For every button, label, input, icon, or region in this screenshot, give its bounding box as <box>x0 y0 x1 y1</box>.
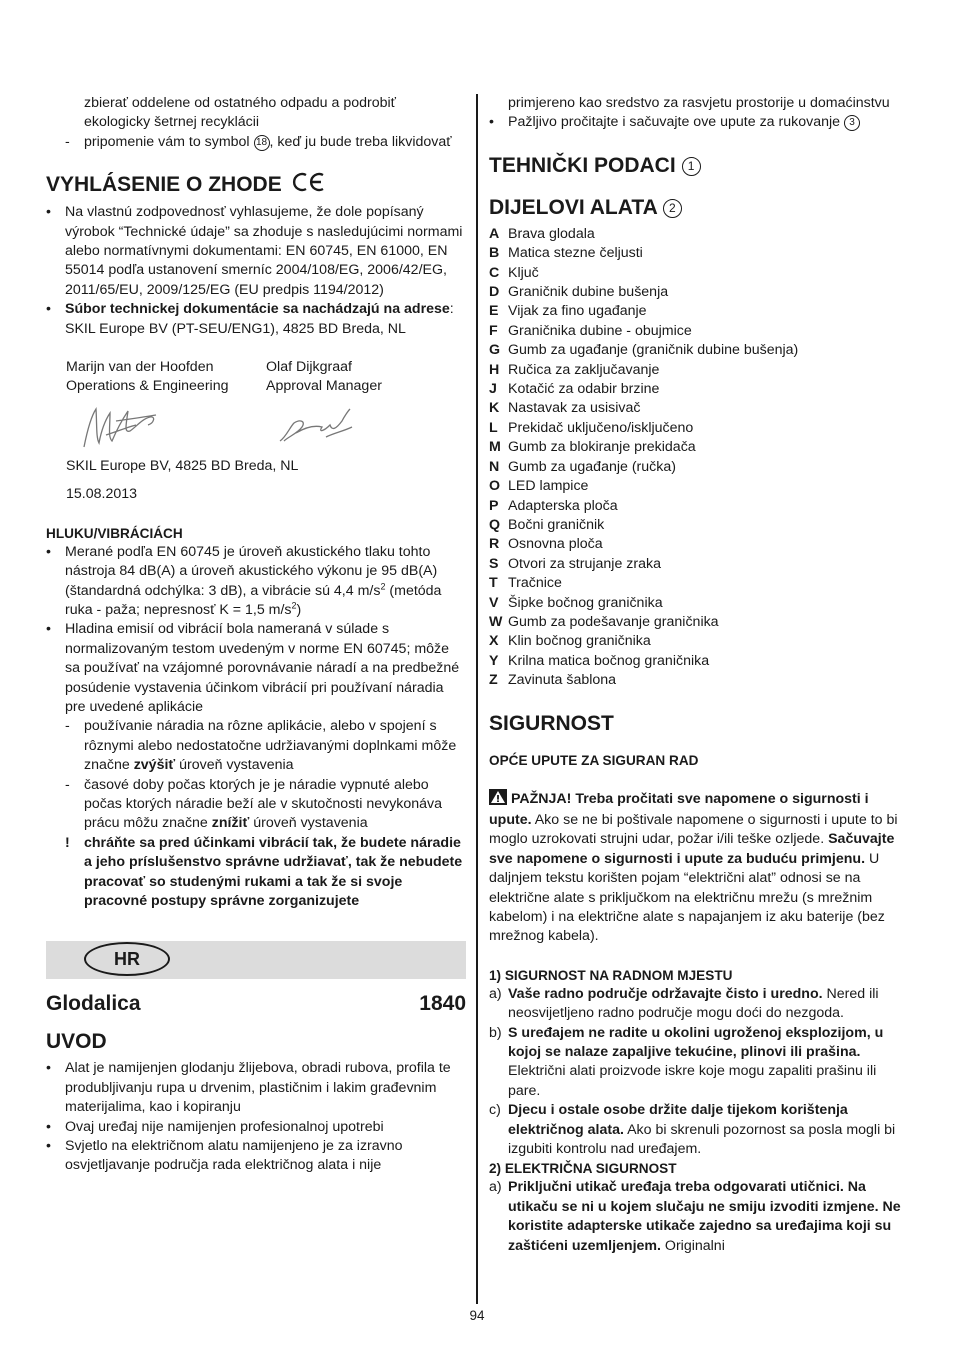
part-label: Bočni graničnik <box>508 516 605 533</box>
part-label: Krilna matica bočnog graničnika <box>508 652 710 669</box>
part-key: P <box>489 497 499 514</box>
part-key: J <box>489 381 497 398</box>
part-label: Otvori za strujanje zraka <box>508 555 661 572</box>
noise-dash-list <box>46 717 466 833</box>
parts-list-item <box>489 594 909 613</box>
part-key: O <box>489 478 501 495</box>
parts-heading: DIJELOVI ALATA 2 <box>489 195 909 221</box>
exclamation-marker: ! <box>65 834 70 851</box>
column-divider <box>476 94 478 1304</box>
parts-list-item <box>489 458 909 477</box>
general-safety-heading: OPĆE UPUTE ZA SIGURAN RAD <box>489 752 699 768</box>
part-key: Q <box>489 516 501 533</box>
language-band <box>46 941 466 979</box>
dash-marker: - <box>65 133 70 150</box>
parts-list-item <box>489 322 909 341</box>
right-column <box>489 94 909 1256</box>
part-label: Gumb za podešavanje graničnika <box>508 613 719 630</box>
part-key: D <box>489 284 500 301</box>
parts-list-item <box>489 613 909 632</box>
part-label: Matica stezne čeljusti <box>508 245 643 262</box>
parts-list-item <box>489 302 909 321</box>
ce-mark-icon <box>292 172 326 199</box>
symbol-18-icon: 18 <box>254 135 270 151</box>
uvod-list <box>46 1059 466 1175</box>
part-label: Graničnik dubine bušenja <box>508 284 669 301</box>
part-key: X <box>489 633 499 650</box>
parts-list-item <box>489 361 909 380</box>
parts-list-item <box>489 225 909 244</box>
parts-list-item <box>489 399 909 418</box>
list-item: • Svjetlo na električnom alatu namijenjeno je za izravno osvjetljavanje područja rada električnog alata i nije <box>46 1137 466 1176</box>
parts-list-item <box>489 516 909 535</box>
part-key: M <box>489 439 501 456</box>
uvod-heading: UVOD <box>46 1030 107 1054</box>
conformity-list <box>46 203 466 339</box>
noise-list <box>46 543 466 718</box>
part-key: B <box>489 245 500 262</box>
symbol-2-icon: 2 <box>663 199 682 218</box>
part-label: LED lampice <box>508 478 589 495</box>
warning-triangle-icon <box>489 789 507 811</box>
parts-list-item <box>489 244 909 263</box>
part-key: V <box>489 594 499 611</box>
part-key: F <box>489 322 498 339</box>
part-key: A <box>489 225 500 242</box>
part-label: Osnovna ploča <box>508 536 603 553</box>
part-key: C <box>489 264 500 281</box>
part-label: Prekidač uključeno/isključeno <box>508 419 694 436</box>
list-item: a) Priključni utikač uređaja treba odgovarati utičnici. Na utikaču se ni u kojem slučaju ne smiju izvoditi izmjene. Ne koristite adapterske utikače zajedno sa uređajima koji su zaštićeni uzemljenjem. Originalni <box>489 1179 901 1254</box>
electrical-safety-heading: 2) ELEKTRIČNA SIGURNOST <box>489 1161 677 1177</box>
part-label: Ključ <box>508 264 539 281</box>
part-label: Gumb za ugađanje (ručka) <box>508 458 676 475</box>
part-label: Nastavak za usisivač <box>508 400 641 417</box>
list-item: a) Vaše radno područje održavajte čisto i uredno. Nered ili neosvijetljeno radno područje mogu doći do nezgoda. <box>489 985 879 1022</box>
part-label: Klin bočnog graničnika <box>508 633 651 650</box>
part-label: Brava glodala <box>508 225 595 242</box>
part-key: N <box>489 458 500 475</box>
page-number: 94 <box>469 1308 485 1323</box>
part-label: Adapterska ploča <box>508 497 618 514</box>
parts-list-item <box>489 477 909 496</box>
list-item: c) Djecu i ostale osobe držite dalje tijekom korištenja električnog alata. Ako bi skrenuli pozornost sa posla mogli bi izgubiti kontrolu nad uređajem. <box>489 1102 896 1158</box>
parts-list-item <box>489 574 909 593</box>
part-key: K <box>489 400 500 417</box>
parts-list-item <box>489 380 909 399</box>
signature-2-image <box>266 397 466 453</box>
part-key: S <box>489 555 499 572</box>
list-item: • Na vlastnú zodpovednosť vyhlasujeme, že dole popísaný výrobok “Technické údaje” sa zhoduje s nasledujúcimi normami alebo normatívnymi dokumentami: EN 60745, EN 61000, EN 55014 podľa ustanovení smerníc 2004/108/EG, 2006/42/EG, 2011/65/EU, 2009/125/EG (EU predpis 1194/2012) <box>46 203 466 300</box>
parts-list <box>489 225 909 691</box>
list-item: • Merané podľa EN 60745 je úroveň akustického tlaku tohto nástroja 84 dB(A) a úroveň akustického výkonu je 95 dB(A) (štandardná odchýlka: 3 dB), a vibrácie sú 4,4 $m/s^2$ (metóda ruka - paža; nepresnosť K = 1,5 $m/s^2$) <box>46 543 466 621</box>
part-key: W <box>489 613 503 630</box>
signature-1-image <box>66 397 266 453</box>
product-title-row <box>46 991 466 1017</box>
parts-list-item <box>489 283 909 302</box>
list-item: • Hladina emisií od vibrácií bola nameraná v súlade s normalizovaným testom uvedeným v norme EN 60745; môže sa používať na vzájomné porovnávanie náradí a na predbežné posúdenie vystavenia účinkom vibrácií pri používaní náradia pre uvedené aplikácie <box>46 620 466 717</box>
symbol-1-icon: 1 <box>682 157 701 176</box>
parts-list-item <box>489 497 909 516</box>
vibration-warning: ! chráňte sa pred účinkami vibrácií tak, že budete náradie a jeho príslušenstvo správne udržiavať, tak že nebudete pracovať so studenými rukami a tak že si svoje pracovné postupy správne zorganizujete <box>65 834 463 909</box>
symbol-3-icon: 3 <box>844 115 860 131</box>
list-item: • Súbor technickej dokumentácie sa nachádzajú na adrese: SKIL Europe BV (PT-SEU/ENG1), 4825 BD Breda, NL <box>46 300 466 339</box>
read-instructions-list <box>489 113 909 132</box>
company-address: SKIL Europe BV, 4825 BD Breda, NL <box>66 457 299 474</box>
list-item: • Alat je namijenjen glodanju žlijebova, obradi rubova, profila te produbljivanju rupa u drvenim, plastičnim i lakim građevnim materijalima, kao i kopiranju <box>46 1059 466 1117</box>
conformity-heading: VYHLÁSENIE O ZHODE <box>46 172 466 199</box>
part-label: Ručica za zaključavanje <box>508 361 660 378</box>
signatory-2: Olaf Dijkgraaf Approval Manager <box>266 358 466 453</box>
part-key: Y <box>489 652 499 669</box>
part-key: G <box>489 342 501 359</box>
part-label: Gumb za blokiranje prekidača <box>508 439 696 456</box>
safety-warning: PAŽNJA! Treba pročitati sve napomene o sigurnosti i upute. Ako se ne bi poštivale napomene o sigurnosti i upute to bi moglo uzrokovati strujni udar, požar i/ili teške ozljede. Sačuvajte sve napomene o sigurnosti i upute za buduću primjenu. U daljnjem tekstu korišten pojam “električni alat” odnosi se na električne alate s priključkom na električnu mrežu (s mrežnim kabelom) i na električne alate s napajanjem iz aku baterije (bez mrežnog kabela). <box>489 790 898 945</box>
signature-block <box>46 358 466 453</box>
parts-list-item <box>489 264 909 283</box>
noise-heading: HLUKU/VIBRÁCIÁCH <box>46 525 183 541</box>
continued-text: primjereno kao sredstvo za rasvjetu prostorije u domaćinstvu <box>508 95 890 111</box>
product-name: Glodalica <box>46 992 141 1016</box>
part-label: Kotačić za odabir brzine <box>508 381 660 398</box>
part-label: Vijak za fino ugađanje <box>508 303 647 320</box>
part-label: Zavinuta šablona <box>508 672 617 689</box>
intro-text: zbierať oddelene od ostatného odpadu a podrobiť ekologicky šetrnej recyklácii <box>84 95 396 131</box>
list-item: b) S uređajem ne radite u okolini ugroženoj eksplozijom, u kojoj se nalaze zapaljive tekućine, plinovi ili prašina. Električni alati proizvode iskre koje mogu zapaliti prašinu ili pare. <box>489 1024 884 1099</box>
part-key: E <box>489 303 499 320</box>
list-item: • Ovaj uređaj nije namijenjen profesionalnoj upotrebi <box>46 1118 466 1137</box>
part-key: T <box>489 575 498 592</box>
parts-list-item <box>489 632 909 651</box>
parts-list-item <box>489 555 909 574</box>
declaration-date: 15.08.2013 <box>66 486 138 503</box>
part-label: Tračnice <box>508 575 562 592</box>
workplace-safety-heading: 1) SIGURNOST NA RADNOM MJESTU <box>489 967 733 983</box>
part-key: H <box>489 361 500 378</box>
product-number: 1840 <box>419 992 466 1016</box>
tech-data-heading: TEHNIČKI PODACI 1 <box>489 153 909 179</box>
list-item: - časové doby počas ktorých je je náradie vypnuté alebo počas ktorých náradie beží ale v skutočnosti nevykonáva prácu môžu značne znížiť úroveň vystavenia <box>65 776 466 834</box>
part-key: R <box>489 536 500 553</box>
parts-list-item <box>489 419 909 438</box>
safety-heading: SIGURNOST <box>489 711 614 735</box>
part-key: Z <box>489 672 498 689</box>
parts-list-item <box>489 535 909 554</box>
parts-list-item <box>489 671 909 690</box>
part-label: Gumb za ugađanje (graničnik dubine bušenja) <box>508 342 799 359</box>
list-item: - používanie náradia na rôzne aplikácie, alebo v spojení s rôznymi alebo nedostatočne udržiavanými doplnkami môže značne zvýšiť úroveň vystavenia <box>65 717 466 775</box>
parts-list-item <box>489 341 909 360</box>
parts-list-item <box>489 438 909 457</box>
part-label: Šipke bočnog graničnika <box>508 594 663 611</box>
list-item: • Pažljivo pročitajte i sačuvajte ove upute za rukovanje 3 <box>489 113 909 132</box>
signatory-1: Marijn van der Hoofden Operations & Engineering <box>66 358 266 453</box>
language-badge: HR <box>84 942 170 976</box>
parts-list-item <box>489 652 909 671</box>
part-key: L <box>489 419 498 436</box>
part-label: Graničnika dubine - obujmice <box>508 322 692 339</box>
intro-dash-item: - pripomenie vám to symbol 18 , keď ju bude treba likvidovať <box>46 133 466 152</box>
left-column <box>46 94 466 1176</box>
